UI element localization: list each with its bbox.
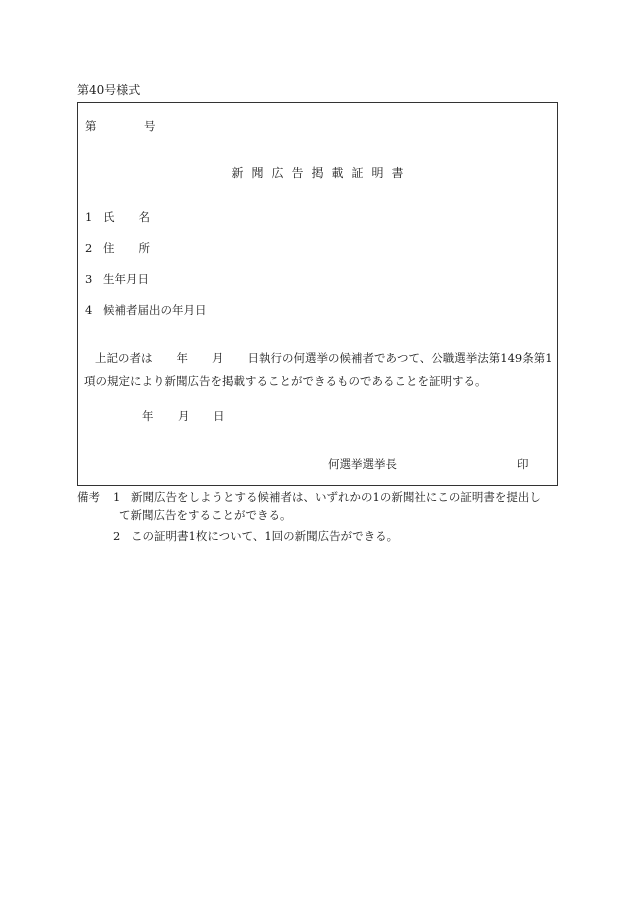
item-birthdate	[85, 271, 149, 287]
certificate-form	[77, 102, 558, 486]
item-label-a: 生年月日	[103, 272, 149, 286]
statement-year: 年	[176, 351, 188, 365]
statement-line-1	[84, 347, 552, 370]
item-number: 4	[85, 303, 93, 317]
form-number: 第40号様式	[77, 83, 141, 97]
item-label-a: 氏	[103, 210, 115, 224]
item-label-a: 候補者届出の年月日	[103, 303, 207, 317]
remarks-section	[77, 488, 567, 545]
date-month: 月	[178, 409, 190, 423]
item-number: 3	[85, 272, 93, 286]
item-label-b: 所	[138, 241, 150, 255]
item-label-b: 名	[138, 210, 150, 224]
remark-line-1: この証明書1枚について、1回の新聞広告ができる。	[131, 529, 399, 543]
item-address	[85, 240, 150, 256]
election-officer-title: 何選挙選挙長	[328, 457, 397, 471]
remark-item	[77, 527, 567, 545]
statement-line-2: 項の規定により新聞広告を掲載することができるものであることを証明する。	[84, 374, 487, 388]
certification-statement	[84, 347, 552, 393]
item-label-a: 住	[103, 241, 115, 255]
item-number: 1	[85, 210, 93, 224]
statement-rest: 日執行の何選挙の候補者であつて、公職選挙法第149条第1	[247, 351, 553, 365]
item-name	[85, 209, 150, 225]
remark-line-1: 新聞広告をしようとする候補者は、いずれかの1の新聞社にこの証明書を提出し	[131, 490, 541, 504]
item-candidacy-date	[85, 302, 207, 318]
item-number: 2	[85, 241, 93, 255]
remarks-label: 備考	[77, 490, 100, 504]
statement-intro: 上記の者は	[95, 351, 153, 365]
remark-number: 2	[113, 529, 121, 543]
document-title: 新聞広告掲載証明書	[231, 166, 412, 180]
remark-item	[77, 488, 567, 524]
seal-mark: 印	[517, 457, 529, 471]
date-year: 年	[142, 409, 154, 423]
statement-month: 月	[212, 351, 224, 365]
certificate-number-suffix: 号	[144, 119, 156, 133]
certificate-number-prefix: 第	[85, 119, 97, 133]
remark-line-2: て新聞広告をすることができる。	[119, 508, 292, 522]
remark-number: 1	[113, 490, 121, 504]
date-day: 日	[213, 409, 225, 423]
